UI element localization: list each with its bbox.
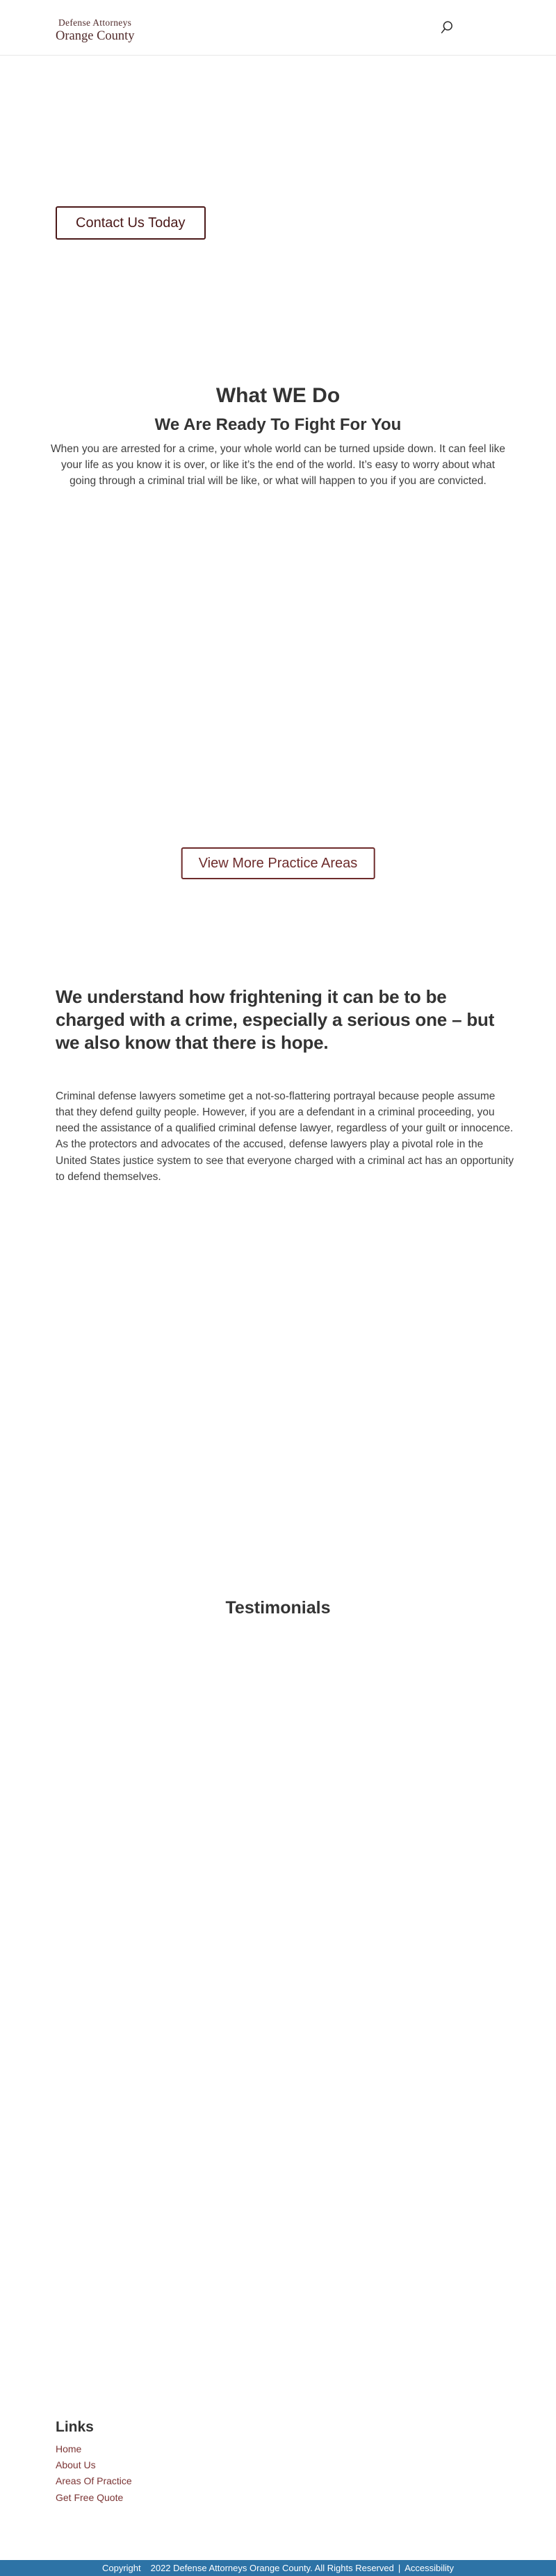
hamburger-menu-icon[interactable] [480,24,496,35]
footer-link-get-free-quote[interactable]: Get Free Quote [56,2491,124,2503]
footer-links-list [56,2441,132,2506]
list-item [56,2457,132,2473]
footer-link-home[interactable]: Home [56,2443,82,2454]
accessibility-link[interactable]: Accessibility [404,2563,455,2573]
search-icon[interactable] [439,20,455,35]
footer-bottom-bar [0,2560,556,2576]
what-we-do-subtitle: We Are Ready To Fight For You [154,415,402,434]
site-logo[interactable] [56,18,135,42]
what-we-do-paragraph: When you are arrested for a crime, your whole world can be turned upside down. It can feel like your life as you know it is over, or like it’s the end of the world. It’s easy to worry about what going through a criminal trial will be like, or what will happen to you if you are convicted. [51,443,505,487]
what-we-do-section [0,383,556,489]
logo-line-2: Orange County [56,28,135,43]
list-item [56,2490,132,2506]
footer-links-title: Links [56,2419,94,2435]
view-more-practice-areas-button[interactable]: View More Practice Areas [181,847,375,879]
understand-paragraph: Criminal defense lawyers sometime get a not-so-flattering portrayal because people assume that they defend guilty people. However, if you are a defendant in a criminal proceeding, you need the assistance of a qualified criminal defense lawyer, regardless of your guilt or innocence. As the protectors and advocates of the accused, defense lawyers play a pivotal role in the United States justice system to see that everyone charged with a criminal act has an opportunity to defend themselves. [56,1090,514,1183]
testimonials-title: Testimonials [225,1598,331,1618]
logo-line-1: Defense Attorneys [58,17,132,28]
footer-link-about-us[interactable]: About Us [56,2459,96,2471]
site-header [0,0,556,56]
contact-us-button[interactable]: Contact Us Today [56,206,206,240]
list-item [56,2473,132,2489]
understand-heading: We understand how frightening it can be to be charged with a crime, especially a serious one – but we also know that there is hope. [56,986,495,1053]
copyright-separator: | [398,2563,401,2573]
footer-link-areas-of-practice[interactable]: Areas Of Practice [56,2475,132,2487]
copyright-rights-text: 2022 Defense Attorneys Orange County. All Rights Reserved [150,2563,394,2573]
copyright-word: Copyright [101,2563,141,2573]
what-we-do-title: What WE Do [215,384,341,407]
list-item [56,2441,132,2457]
